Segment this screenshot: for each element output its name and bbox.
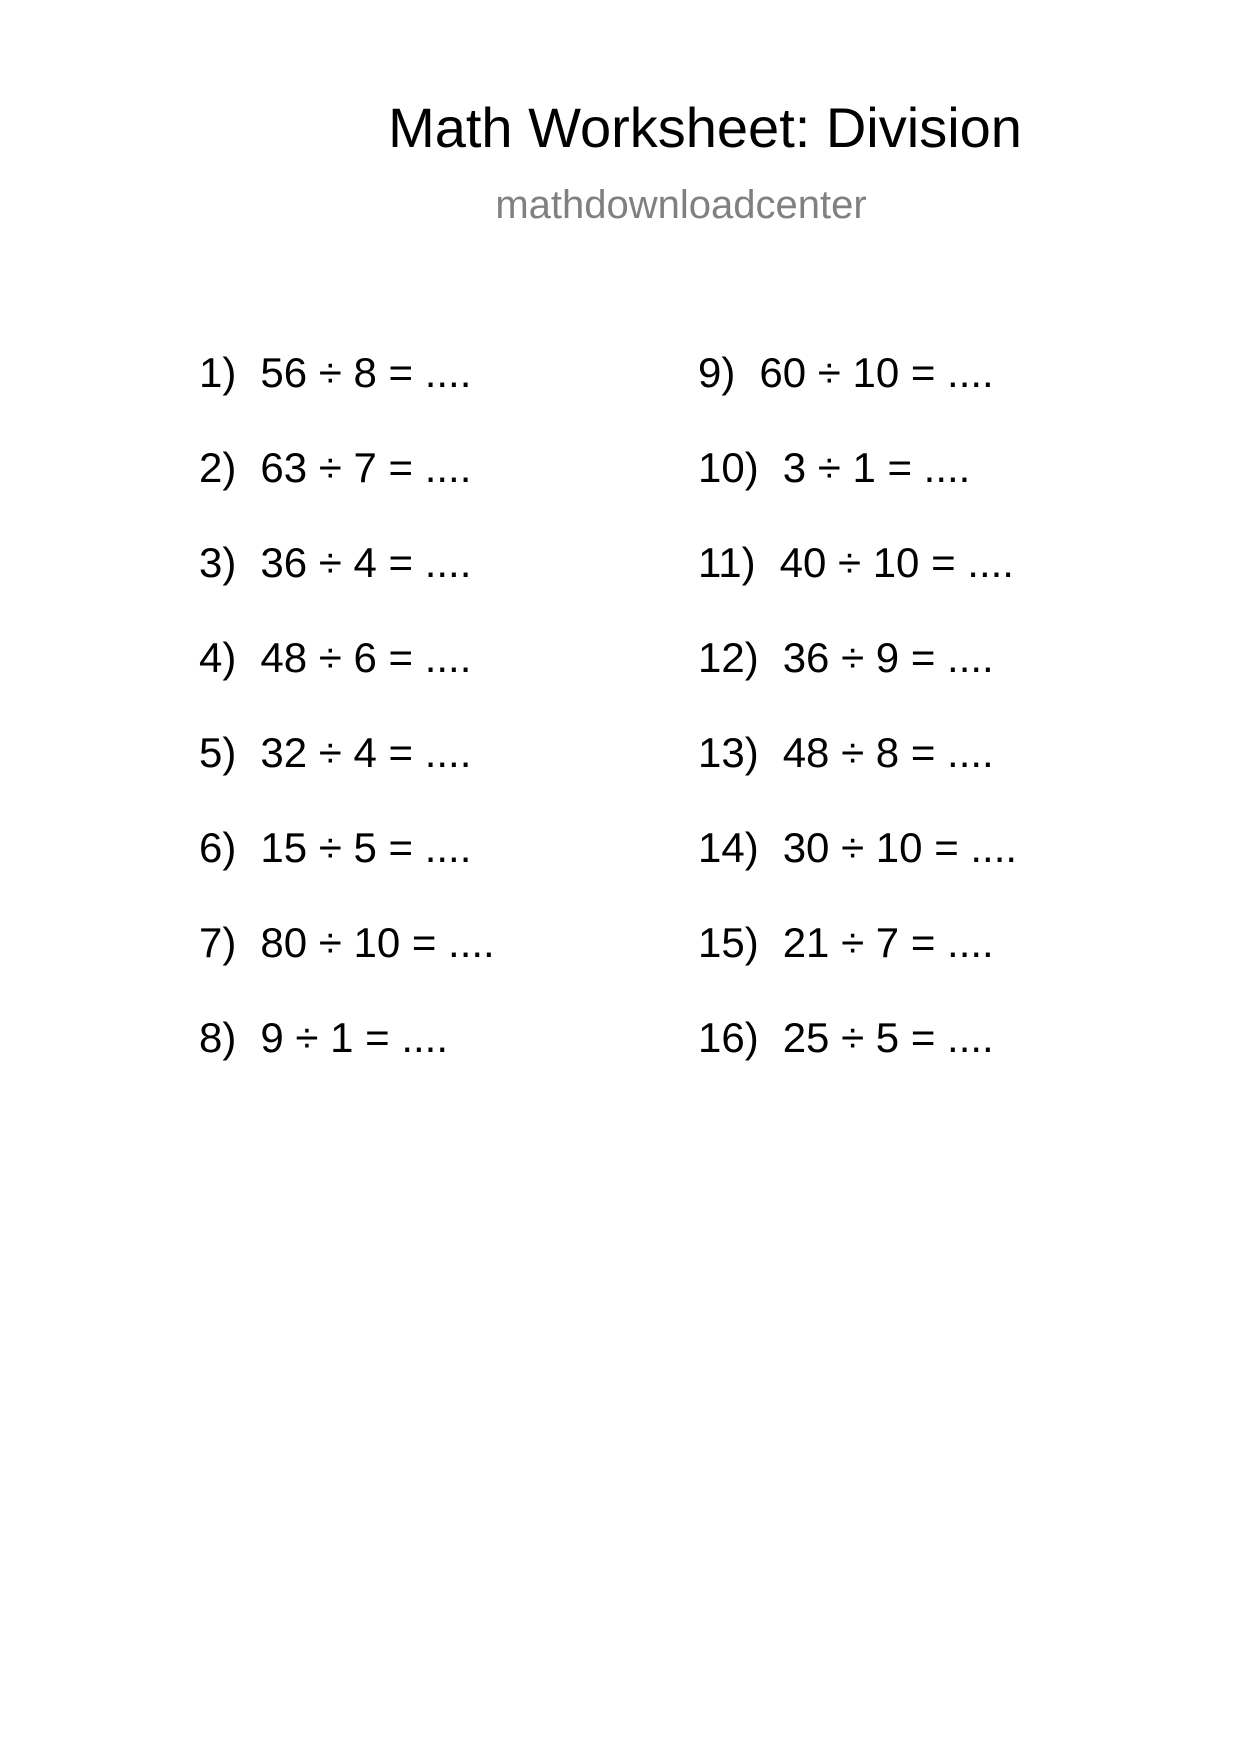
problem-number: 15)	[698, 919, 759, 966]
problem-expression: 30 ÷ 10 = ....	[782, 824, 1018, 871]
problem-expression: 32 ÷ 4 = ....	[260, 729, 472, 776]
problem-number: 14)	[698, 824, 759, 871]
problem-6	[199, 823, 495, 918]
problem-expression: 25 ÷ 5 = ....	[782, 1014, 994, 1061]
problem-number: 3)	[199, 539, 237, 586]
problem-number: 16)	[698, 1014, 759, 1061]
problem-expression: 80 ÷ 10 = ....	[260, 919, 495, 966]
problem-number: 8)	[199, 1014, 237, 1061]
problem-number: 5)	[199, 729, 237, 776]
problem-14	[698, 823, 1017, 918]
problem-3	[199, 538, 495, 633]
problem-2	[199, 443, 495, 538]
problem-list-left	[199, 348, 495, 1108]
problem-number: 6)	[199, 824, 237, 871]
problem-number: 4)	[199, 634, 237, 681]
problem-number: 7)	[199, 919, 237, 966]
problem-expression: 60 ÷ 10 = ....	[759, 349, 994, 396]
problem-expression: 9 ÷ 1 = ....	[260, 1014, 449, 1061]
problem-7	[199, 918, 495, 1013]
problem-expression: 3 ÷ 1 = ....	[782, 444, 971, 491]
problem-number: 9)	[698, 349, 736, 396]
page-title: Math Worksheet: Division	[388, 96, 1022, 159]
problem-expression: 63 ÷ 7 = ....	[260, 444, 472, 491]
page-subtitle: mathdownloadcenter	[495, 183, 867, 227]
problem-15	[698, 918, 1017, 1013]
problem-expression: 40 ÷ 10 = ....	[779, 539, 1014, 586]
problem-1	[199, 348, 495, 443]
problem-number: 12)	[698, 634, 759, 681]
problem-12	[698, 633, 1017, 728]
problem-number: 11)	[698, 539, 756, 586]
problem-4	[199, 633, 495, 728]
problem-expression: 36 ÷ 4 = ....	[260, 539, 472, 586]
problem-number: 1)	[199, 349, 237, 396]
problem-expression: 48 ÷ 8 = ....	[782, 729, 994, 776]
problem-10	[698, 443, 1017, 538]
problem-number: 13)	[698, 729, 759, 776]
problem-number: 10)	[698, 444, 759, 491]
problem-8	[199, 1013, 495, 1108]
problem-expression: 15 ÷ 5 = ....	[260, 824, 472, 871]
problem-expression: 21 ÷ 7 = ....	[782, 919, 994, 966]
problem-13	[698, 728, 1017, 823]
problem-5	[199, 728, 495, 823]
problem-16	[698, 1013, 1017, 1108]
problem-number: 2)	[199, 444, 237, 491]
problem-expression: 36 ÷ 9 = ....	[782, 634, 994, 681]
problem-list-right	[698, 348, 1017, 1108]
problem-11	[698, 538, 1017, 633]
problem-expression: 56 ÷ 8 = ....	[260, 349, 472, 396]
problem-9	[698, 348, 1017, 443]
problem-expression: 48 ÷ 6 = ....	[260, 634, 472, 681]
